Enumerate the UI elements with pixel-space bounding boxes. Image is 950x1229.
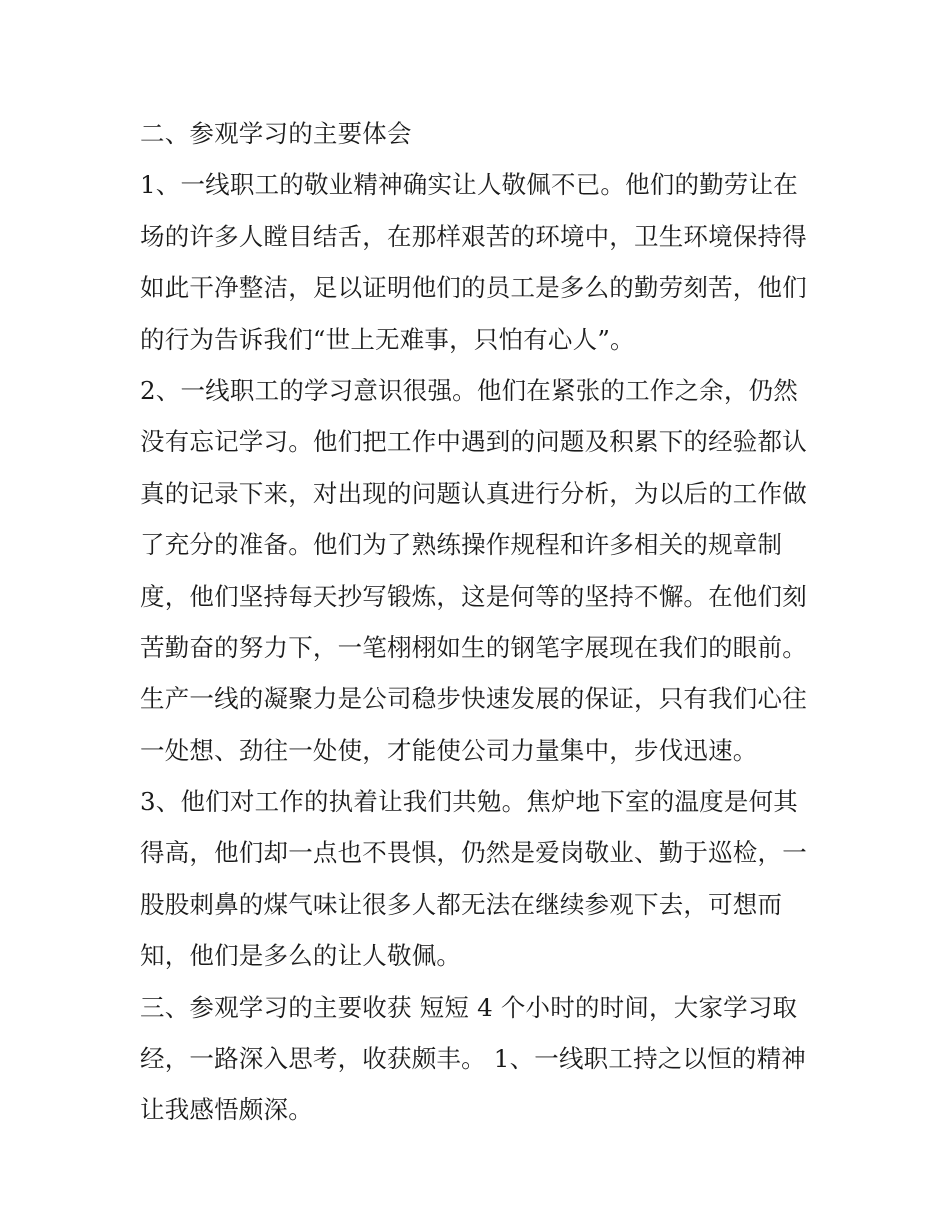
section-heading-2: 二、参观学习的主要体会 [140,119,412,148]
text-line: 没有忘记学习。他们把工作中遇到的问题及积累下的经验都认 [140,427,807,457]
text-line: 2、一线职工的学习意识很强。他们在紧张的工作之余，仍然 [140,375,798,405]
text-line: 让我感悟颇深。 [140,1095,313,1125]
text-line: 苦勤奋的努力下，一笔栩栩如生的钢笔字展现在我们的眼前。 [140,632,807,662]
text-line: 一处想、劲往一处使，才能使公司力量集中，步伐迅速。 [140,735,758,765]
text-line: 股股刺鼻的煤气味让很多人都无法在继续参观下去，可想而 [140,889,783,919]
text-line: 度，他们坚持每天抄写锻炼，这是何等的坚持不懈。在他们刻 [140,581,807,611]
text-line: 如此干净整洁，足以证明他们的员工是多么的勤劳刻苦，他们 [140,273,807,303]
text-line: 了充分的准备。他们为了熟练操作规程和许多相关的规章制 [140,530,783,560]
text-line: 真的记录下来，对出现的问题认真进行分析，为以后的工作做 [140,478,807,508]
text-line: 得高，他们却一点也不畏惧，仍然是爱岗敬业、勤于巡检，一 [140,838,807,868]
text-line: 生产一线的凝聚力是公司稳步快速发展的保证，只有我们心往 [140,684,807,714]
text-line: 1、一线职工的敬业精神确实让人敬佩不已。他们的勤劳让在 [140,170,798,200]
document-body [140,108,820,1136]
text-line: 3、他们对工作的执着让我们共勉。焦炉地下室的温度是何其 [140,787,798,817]
text-line: 知，他们是多么的让人敬佩。 [140,941,462,971]
text-line: 的行为告诉我们“世上无难事，只怕有心人”。 [140,324,635,354]
text-line: 场的许多人瞠目结舌，在那样艰苦的环境中，卫生环境保持得 [140,221,807,251]
section-heading-3: 三、参观学习的主要收获 短短 4 个小时的时间，大家学习取 [140,992,798,1022]
text-line: 经，一路深入思考，收获颇丰。 1、一线职工持之以恒的精神 [140,1044,806,1074]
